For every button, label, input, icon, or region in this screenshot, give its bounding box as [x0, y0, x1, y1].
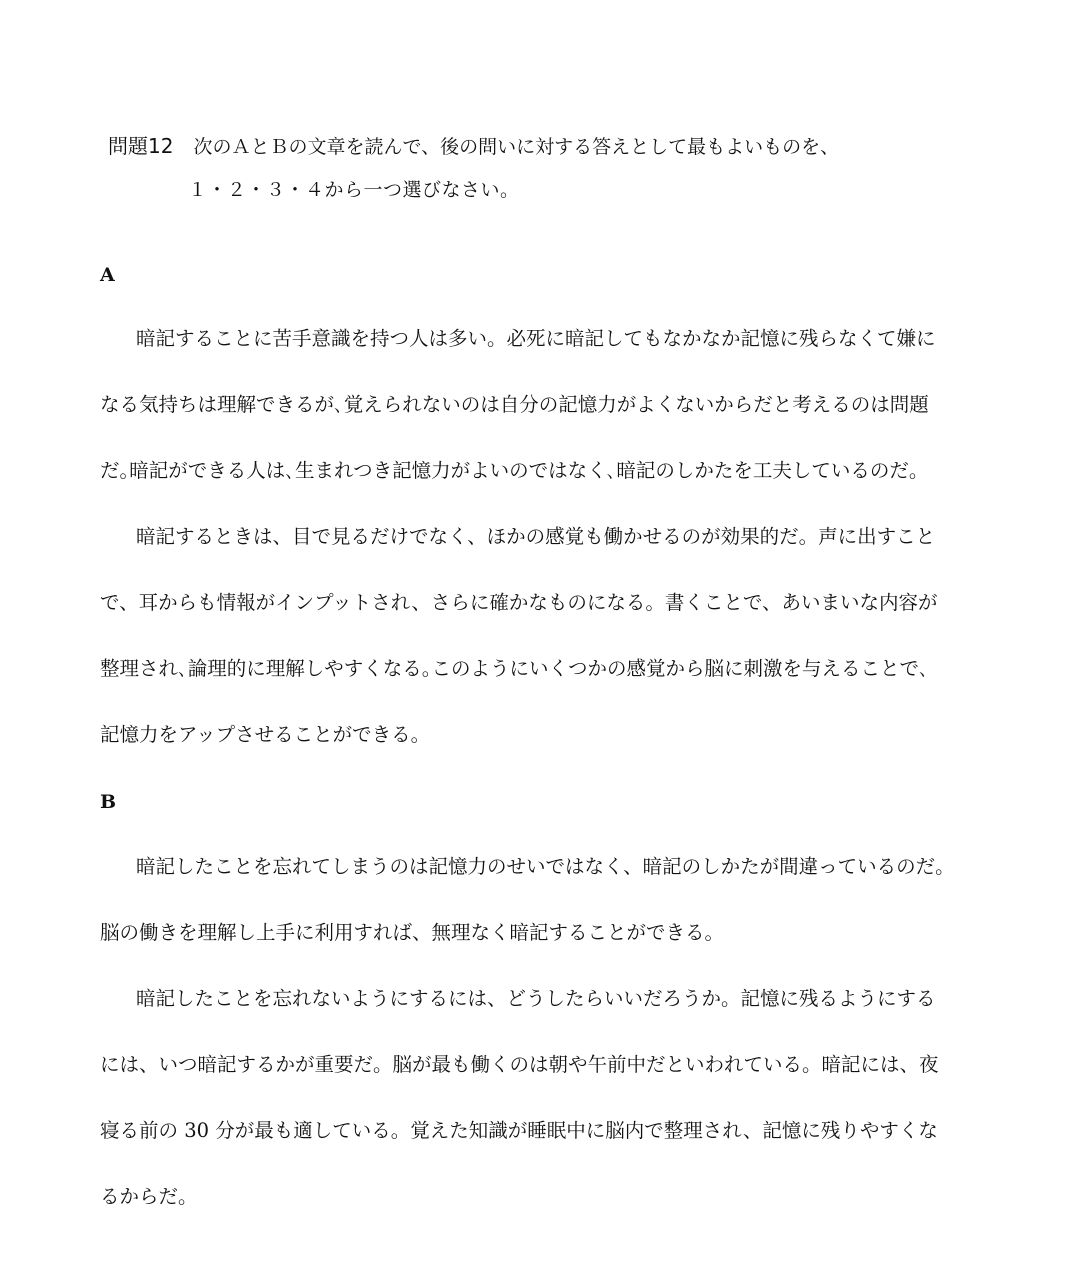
text-line: 暗記することに苦手意識を持つ人は多い。必死に暗記してもなかなか記憶に残らなくて嫌に [136, 327, 936, 350]
section-b-label: B [100, 791, 117, 813]
text-line: には、いつ暗記するかが重要だ。脳が最も働くのは朝や午前中だといわれている。暗記には、夜 [100, 1053, 939, 1076]
text-line: 脳の働きを理解し上手に利用すれば、無理なく暗記することができる。 [100, 921, 725, 944]
text-line: なる気持ちは理解できるが､覚えられないのは自分の記憶力がよくないからだと考えるのは問題 [100, 393, 929, 416]
instruction-line-1: 次のＡとＢの文章を読んで、後の問いに対する答えとして最もよいものを、 [193, 136, 840, 158]
text-line: 寝る前の 30 分が最も適している。覚えた知識が睡眠中に脳内で整理され、記憶に残りやすくな [100, 1119, 938, 1142]
text-line: るからだ。 [100, 1185, 198, 1208]
text-line: 整理され､論理的に理解しやすくなる｡このようにいくつかの感覚から脳に刺激を与えることで､ [100, 657, 929, 680]
section-b-text [100, 834, 980, 1230]
instruction-line-2: １・２・３・４から一つ選びなさい。 [188, 179, 520, 201]
text-line: 暗記するときは、目で見るだけでなく、ほかの感覚も働かせるのが効果的だ。声に出すこと [136, 525, 936, 548]
text-line: 暗記したことを忘れてしまうのは記憶力のせいではなく、暗記のしかたが間違っているのだ。 [136, 855, 955, 878]
question-number: 問題12 [108, 134, 174, 158]
text-line: 暗記したことを忘れないようにするには、どうしたらいいだろうか。記憶に残るようにする [136, 987, 936, 1010]
section-a-label: A [100, 264, 115, 286]
text-line: 記憶力をアップさせることができる。 [100, 723, 431, 746]
text-line: で、耳からも情報がインプットされ、さらに確かなものになる。書くことで、あいまいな内容が [100, 591, 938, 614]
section-a-text [100, 306, 980, 768]
question-instruction [108, 132, 840, 201]
text-line: だ｡暗記ができる人は､生まれつき記憶力がよいのではなく､暗記のしかたを工夫しているのだ。 [100, 459, 929, 482]
